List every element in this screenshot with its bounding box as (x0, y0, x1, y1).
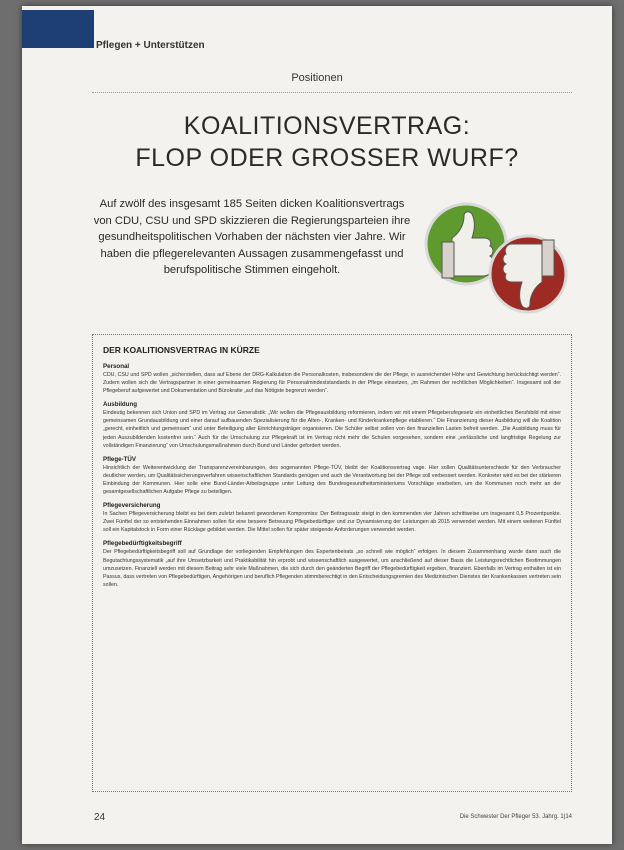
category-label: Positionen (291, 72, 343, 84)
section-pflegebeduerftigkeitsbegriff (103, 540, 561, 588)
section-heading-pflegebeduerftigkeitsbegriff: Pflegebedürftigkeitsbegriff (103, 540, 182, 548)
section-heading-pflegeversicherung: Pflegeversicherung (103, 502, 161, 510)
section-text-personal: CDU, CSU und SPD wollen „sicherstellen, dass auf Ebene der DRG-Kalkulation die Personalkosten, insbesondere die der Pflege, in ausreichender Höhe und Gewichtung berücksichtigt werden“. Zudem wollen sich die Vertragspartner in einer gemeinsamen Regierung für Personalmindeststandards in der Pflege einsetzen, „im Rahmen der rechtlichen Möglichkeiten“. Insgesamt soll der Pflegeberuf aufgewertet und Dokumentation und Bürokratie „auf das Nötigste begrenzt werden“. (103, 372, 561, 395)
section-heading: Pflegen + Unterstützen (96, 40, 205, 51)
section-pflegeversicherung (103, 502, 561, 534)
thumbs-illustration (414, 192, 574, 322)
section-text-pflegebeduerftigkeitsbegriff: Der Pflegebedürftigkeitsbegriff soll auf Grundlage der vorliegenden Empfehlungen des Expertenbeirats „so schnell wie möglich“ erfolgen. In diesem Zusammenhang wurde dann auch die Begutachtungssystematik „auf ihre Umsetzbarkeit und Praktikabilität hin erprobt und wissenschaftlich ausgewertet, um anschließend auf dieser Basis die Leistungsrechtlichen Bestimmungen umzusetzen. Finanziell werden mit diesem Beitrag sehr viele Maßnahmen, die sich durch den geänderten Begriff der Pflegebedürftigkeit ergeben, finanziert. Ebenfalls im Vertrag enthalten ist ein Passus, dass vertreten von Pflegebedürftigen, Angehörigen und beruflich Pflegenden stimmberechtigt in den Entscheidungsgremien des Medizinischen Dienstes der Krankenkassen vertreten sein sollen. (103, 549, 561, 588)
section-text-ausbildung: Eindeutig bekennen sich Union und SPD im Vertrag zur Generalistik: „Wir wollen die Pflegeausbildung reformieren, indem wir mit einem Pflegeberufegesetz ein einheitliches Berufsbild mit einer gemeinsamen Grundausbildung und einer darauf aufbauenden Spezialisierung für die Alten-, Kranken- und Kinderkrankenpflege etablieren.“ Die Finanzierung dieser Ausbildung will die Koalition „gerecht, einheitlich und gemeinsam“ und unter Beteiligung aller Einrichtungsträger organisieren. Die Schüler selbst sollen von den finanziellen Lasten befreit werden. „Die Ausbildung muss für jeden Auszubildenden kostenfrei sein.“ Auch für die Umschulung zur Pflegekraft ist im Vertrag nicht mehr die Schulen vorgesehen, sondern eine „verlässliche und langfristige Regelung zur vollständigen Finanzierung“ von Umschulungsmaßnahmen durch Bund und Länder gefordert werden. (103, 410, 561, 449)
headline (72, 110, 582, 174)
section-text-pflegeversicherung: In Sachen Pflegeversicherung bleibt es bei dem zuletzt bekannt gewordenen Kompromiss: Der Beitragssatz steigt in den kommenden vier Jahren schrittweise um insgesamt 0,5 Prozentpunkte. Zwei Fünftel der so entstehenden Einnahmen sollen für eine bessere Betreuung Pflegebedürftiger und zur Dynamisierung der Leistungen ab 2015 verwendet werden. Mit einem weiteren Fünftel soll ein Kapitalstock in Form einer Rücklage gebildet werden. Die Mittel sollen für später steigende Anforderungen verwendet werden. (103, 511, 561, 534)
lead-paragraph: Auf zwölf des insgesamt 185 Seiten dicken Koalitionsvertrags von CDU, CSU und SPD skizzieren die Regierungsparteien ihre gesundheitspolitischen Vorhaben der nächsten vier Jahre. Wir haben die pflegerelevanten Aussagen zusammengefasst und berufspolitische Stimmen eingeholt. (93, 198, 411, 277)
section-pflege-tuev (103, 456, 561, 496)
section-heading-pflege-tuev: Pflege-TÜV (103, 455, 137, 463)
section-ausbildung (103, 401, 561, 449)
dotted-divider (92, 92, 572, 93)
section-heading-ausbildung: Ausbildung (103, 401, 138, 409)
headline-line-2: FLOP ODER GROSSER WURF? (135, 144, 519, 172)
section-color-block (22, 10, 94, 48)
thumbs-down-icon (490, 236, 566, 312)
page-number: 24 (94, 812, 106, 823)
headline-line-1: KOALITIONSVERTRAG: (183, 112, 471, 140)
journal-footer: Die Schwester Der Pfleger 53. Jahrg. 1|14 (459, 814, 572, 820)
box-title: DER KOALITIONSVERTRAG IN KÜRZE (103, 345, 260, 355)
magazine-page (22, 6, 612, 844)
summary-box (92, 334, 572, 792)
section-heading-personal: Personal (103, 363, 130, 370)
section-text-pflege-tuev: Hinsichtlich der Weiterentwicklung der Transparenzvereinbarungen, des sogenannten Pflege-TÜV, bleibt der Koalitionsvertrag vage. Hier sollen Qualitätsunterschiede für den Verbraucher deutlicher werden, um Qualitätssicherungsverfahren wissenschaftlichen Standards genügen und auch die Verantwortung bei der Pflege soll verbessert werden. Konkreter wird es bei der stärkeren Einbindung der Kommunen. Hier solle eine Bund-Länder-Arbeitsgruppe unter Leitung des Bundesgesundheitsministeriums Vorschläge erarbeiten, um die Kommunen noch mehr an der gesamtgesellschaftlichen Aufgabe Pflege zu beteiligen. (103, 464, 561, 496)
section-personal (103, 363, 561, 395)
